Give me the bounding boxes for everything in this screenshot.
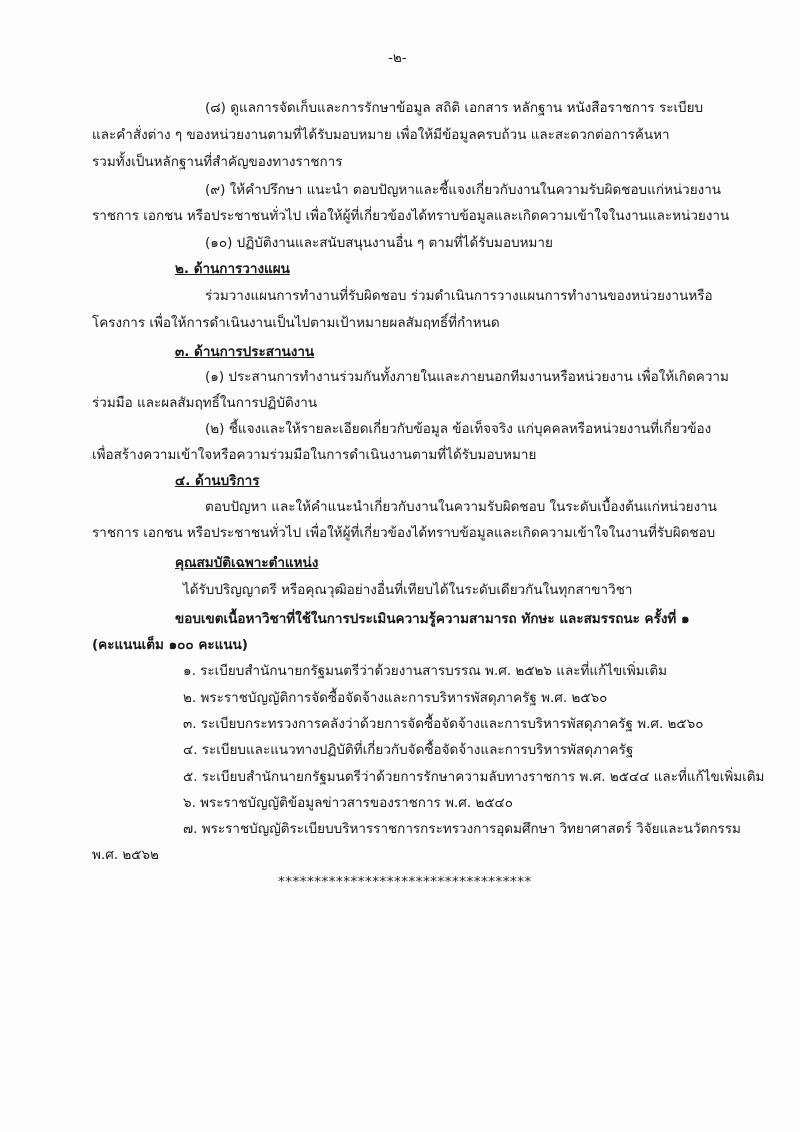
scope-item-7: ๗. พระราชบัญญัติระเบียบบริหารราชการกระทรวงการอุดมศึกษา วิทยาศาสตร์ วิจัยและนวัตกรรม [183, 821, 741, 837]
section-2-heading: ๒. ด้านการวางแผน [175, 261, 290, 277]
scope-heading-line-1: ขอบเขตเนื้อหาวิชาที่ใช้ในการประเมินความรู้ความสามารถ ทักษะ และสมรรถนะ ครั้งที่ ๑ [175, 611, 690, 627]
qualifications-text: ได้รับปริญญาตรี หรือคุณวุฒิอย่างอื่นที่เทียบได้ในระดับเดียวกันในทุกสาขาวิชา [183, 582, 633, 598]
item-8-line-1: (๘) ดูแลการจัดเก็บและการรักษาข้อมูล สถิติ เอกสาร หลักฐาน หนังสือราชการ ระเบียบ [205, 100, 704, 116]
section-4-line-1: ตอบปัญหา และให้คำแนะนำเกี่ยวกับงานในความรับผิดชอบ ในระดับเบื้องต้นแก่หน่วยงาน [205, 499, 717, 515]
section-4-heading: ๔. ด้านบริการ [175, 473, 260, 489]
qualifications-heading: คุณสมบัติเฉพาะตำแหน่ง [175, 555, 319, 571]
scope-item-5: ๕. ระเบียบสำนักนายกรัฐมนตรีว่าด้วยการรักษาความลับทางราชการ พ.ศ. ๒๕๔๔ และที่แก้ไขเพิ่มเติม [183, 769, 765, 785]
section-3-item-1-line-2: ร่วมมือ และผลสัมฤทธิ์ในการปฏิบัติงาน [92, 395, 318, 411]
section-3-item-1-line-1: (๑) ประสานการทำงานร่วมกันทั้งภายในและภายนอกทีมงานหรือหน่วยงาน เพื่อให้เกิดความ [205, 369, 729, 385]
page-number: -๒- [388, 50, 407, 66]
item-10-line-1: (๑๐) ปฏิบัติงานและสนับสนุนงานอื่น ๆ ตามที่ได้รับมอบหมาย [205, 235, 553, 251]
item-8-line-3: รวมทั้งเป็นหลักฐานที่สำคัญของทางราชการ [92, 154, 343, 170]
scope-item-7-continuation: พ.ศ. ๒๕๖๒ [92, 847, 159, 863]
item-9-line-2: ราชการ เอกชน หรือประชาชนทั่วไป เพื่อให้ผู้ที่เกี่ยวข้องได้ทราบข้อมูลและเกิดความเข้าใจในงานและหน่วยงาน [92, 208, 730, 224]
scope-item-4: ๔. ระเบียบและแนวทางปฏิบัติที่เกี่ยวกับจัดซื้อจัดจ้างและการบริหารพัสดุภาครัฐ [183, 742, 634, 758]
scope-item-1: ๑. ระเบียบสำนักนายกรัฐมนตรีว่าด้วยงานสารบรรณ พ.ศ. ๒๕๒๖ และที่แก้ไขเพิ่มเติม [183, 663, 667, 679]
item-8-line-2: และคำสั่งต่าง ๆ ของหน่วยงานตามที่ได้รับมอบหมาย เพื่อให้มีข้อมูลครบถ้วน และสะดวกต่อการค้นหา [92, 127, 670, 143]
scope-heading-line-2: (คะแนนเต็ม ๑๐๐ คะแนน) [92, 637, 248, 653]
section-2-line-1: ร่วมวางแผนการทำงานที่รับผิดชอบ ร่วมดำเนินการวางแผนการทำงานของหน่วยงานหรือ [205, 288, 713, 304]
item-9-line-1: (๙) ให้คำปรึกษา แนะนำ ตอบปัญหาและชี้แจงเกี่ยวกับงานในความรับผิดชอบแก่หน่วยงาน [205, 182, 722, 198]
scope-item-3: ๓. ระเบียบกระทรวงการคลังว่าด้วยการจัดซื้อจัดจ้างและการบริหารพัสดุภาครัฐ พ.ศ. ๒๕๖๐ [183, 716, 704, 732]
section-3-item-2-line-1: (๒) ชี้แจงและให้รายละเอียดเกี่ยวกับข้อมูล ข้อเท็จจริง แก่บุคคลหรือหน่วยงานที่เกี่ยวข้อง [205, 421, 712, 437]
section-4-line-2: ราชการ เอกชน หรือประชาชนทั่วไป เพื่อให้ผู้ที่เกี่ยวข้องได้ทราบข้อมูลและเกิดความเข้าใจในงานที่รับผิดชอบ [92, 525, 716, 541]
scope-item-6: ๖. พระราชบัญญัติข้อมูลข่าวสารของราชการ พ.ศ. ๒๕๔๐ [183, 795, 513, 811]
section-3-item-2-line-2: เพื่อสร้างความเข้าใจหรือความร่วมมือในการดำเนินงานตามที่ได้รับมอบหมาย [92, 447, 537, 463]
scope-item-2: ๒. พระราชบัญญัติการจัดซื้อจัดจ้างและการบริหารพัสดุภาครัฐ พ.ศ. ๒๕๖๐ [183, 690, 608, 706]
end-marker: *********************************** [278, 874, 532, 890]
section-3-heading: ๓. ด้านการประสานงาน [175, 344, 315, 360]
section-2-line-2: โครงการ เพื่อให้การดำเนินงานเป็นไปตามเป้าหมายผลสัมฤทธิ์ที่กำหนด [92, 315, 500, 331]
